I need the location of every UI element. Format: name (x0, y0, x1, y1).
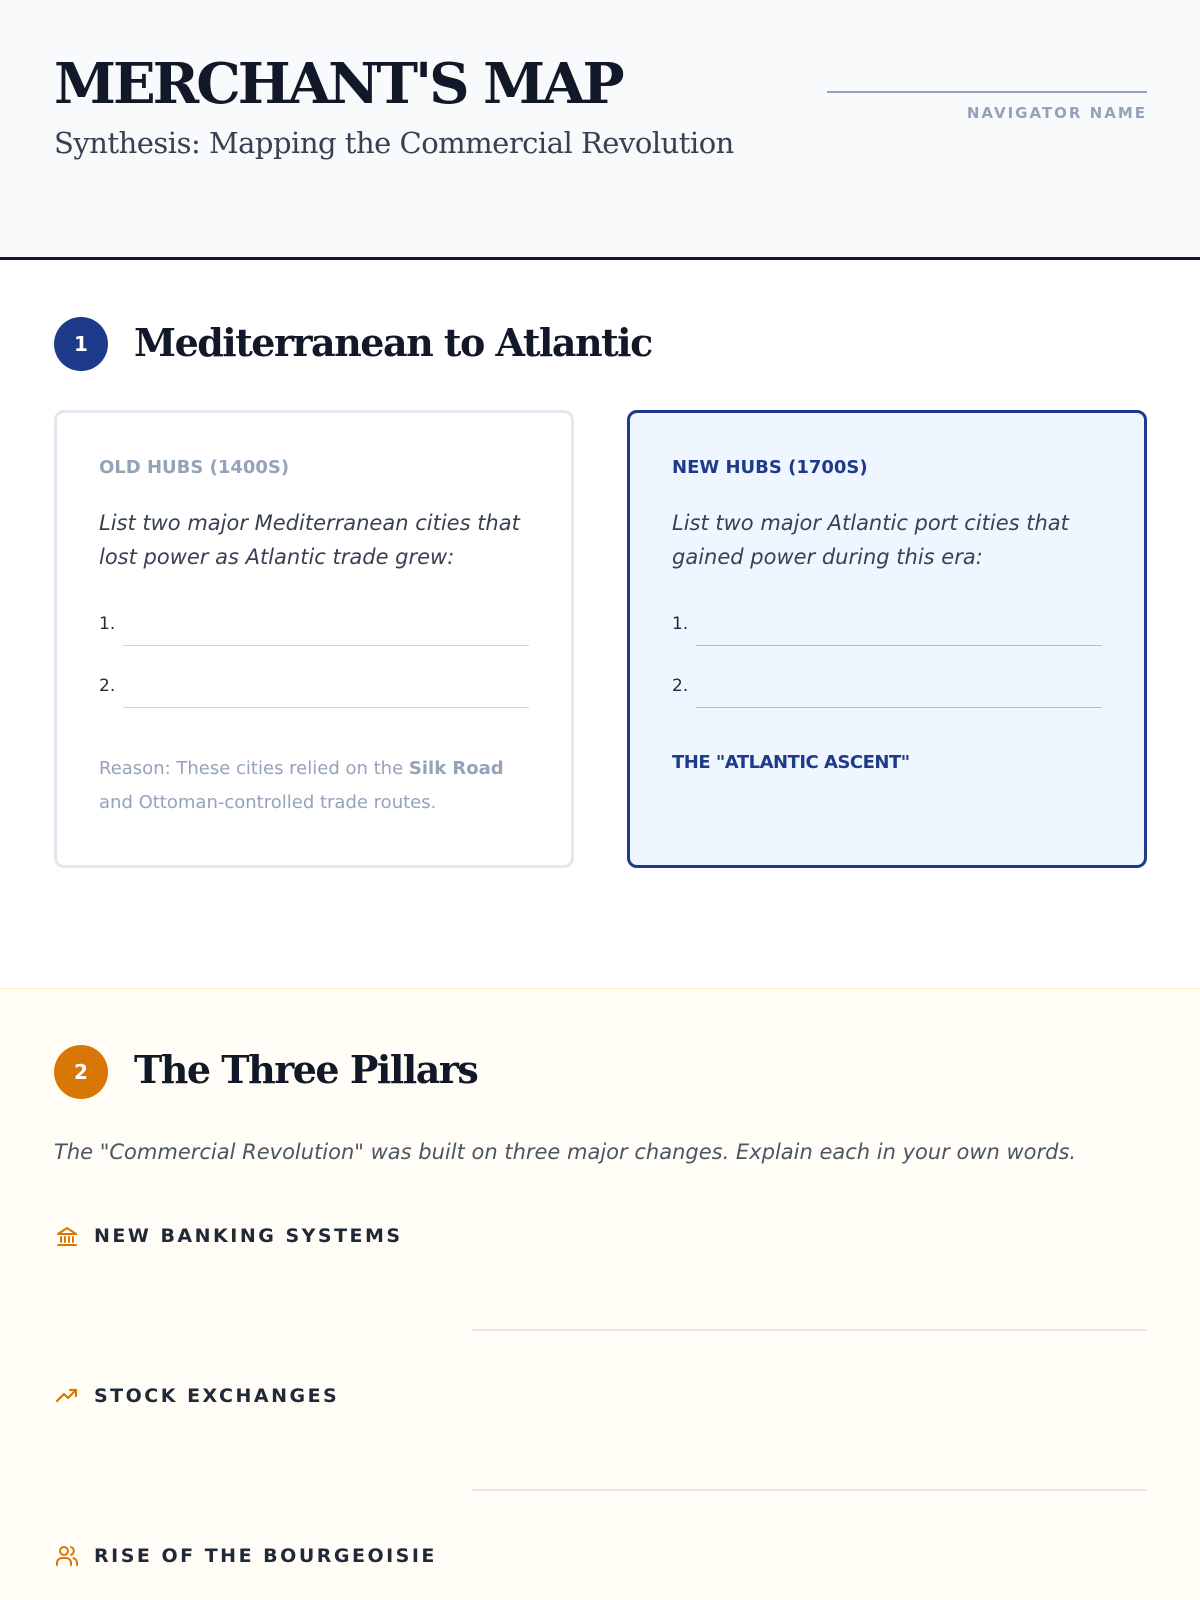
old-hubs-reason (99, 752, 529, 820)
reason-prefix: Reason: These cities relied on the (99, 758, 409, 779)
section-2-number: 2 (54, 1045, 108, 1099)
answer-number: 2. (99, 676, 116, 696)
page-title: MERCHANT'S MAP (54, 51, 622, 117)
users-icon (54, 1543, 80, 1569)
new-hubs-answer-2 (672, 676, 1102, 708)
pillar-stock-exchanges (54, 1383, 339, 1409)
new-hubs-answer-1 (672, 614, 1102, 646)
new-hubs-prompt: List two major Atlantic port cities that gained power during this era: (672, 511, 1069, 569)
new-hubs-heading: NEW HUBS (1700S) (672, 457, 868, 478)
answer-number: 1. (672, 614, 689, 634)
reason-bold: Silk Road (408, 758, 504, 779)
old-hubs-answer-2-line[interactable] (123, 678, 529, 708)
section-2-intro: The "Commercial Revolution" was built on three major changes. Explain each in your own words. (54, 1140, 1077, 1164)
reason-suffix: and Ottoman-controlled trade routes. (99, 792, 437, 813)
pillar-label: STOCK EXCHANGES (94, 1385, 340, 1407)
new-hubs-answer-2-line[interactable] (696, 678, 1102, 708)
worksheet-header (0, 0, 1200, 260)
navigator-name-label: NAVIGATOR NAME (966, 104, 1147, 122)
pillar-label: RISE OF THE BOURGEOISIE (94, 1545, 437, 1567)
answer-number: 1. (99, 614, 116, 634)
trend-up-icon (54, 1383, 80, 1409)
old-hubs-answer-1 (99, 614, 529, 646)
atlantic-ascent-tagline: THE "ATLANTIC ASCENT" (672, 752, 910, 773)
old-hubs-answer-2 (99, 676, 529, 708)
section-1-title: Mediterranean to Atlantic (134, 320, 652, 365)
new-hubs-card (627, 410, 1147, 868)
pillar-bourgeoisie (54, 1543, 437, 1569)
old-hubs-prompt: List two major Mediterranean cities that lost power as Atlantic trade grew: (99, 511, 520, 569)
pillar-stock-exchanges-answer-line[interactable] (472, 1489, 1147, 1491)
old-hubs-card (54, 410, 574, 868)
pillar-banking (54, 1223, 403, 1249)
section-2-title: The Three Pillars (134, 1047, 478, 1092)
section-1-number: 1 (54, 317, 108, 371)
pillar-label: NEW BANKING SYSTEMS (94, 1225, 403, 1247)
new-hubs-answer-1-line[interactable] (696, 616, 1102, 646)
old-hubs-heading: OLD HUBS (1400S) (99, 457, 290, 478)
old-hubs-answer-1-line[interactable] (123, 616, 529, 646)
navigator-name-field[interactable] (827, 91, 1147, 93)
answer-number: 2. (672, 676, 689, 696)
page-subtitle: Synthesis: Mapping the Commercial Revolution (54, 126, 734, 160)
pillar-banking-answer-line[interactable] (472, 1329, 1147, 1331)
bank-icon (54, 1223, 80, 1249)
